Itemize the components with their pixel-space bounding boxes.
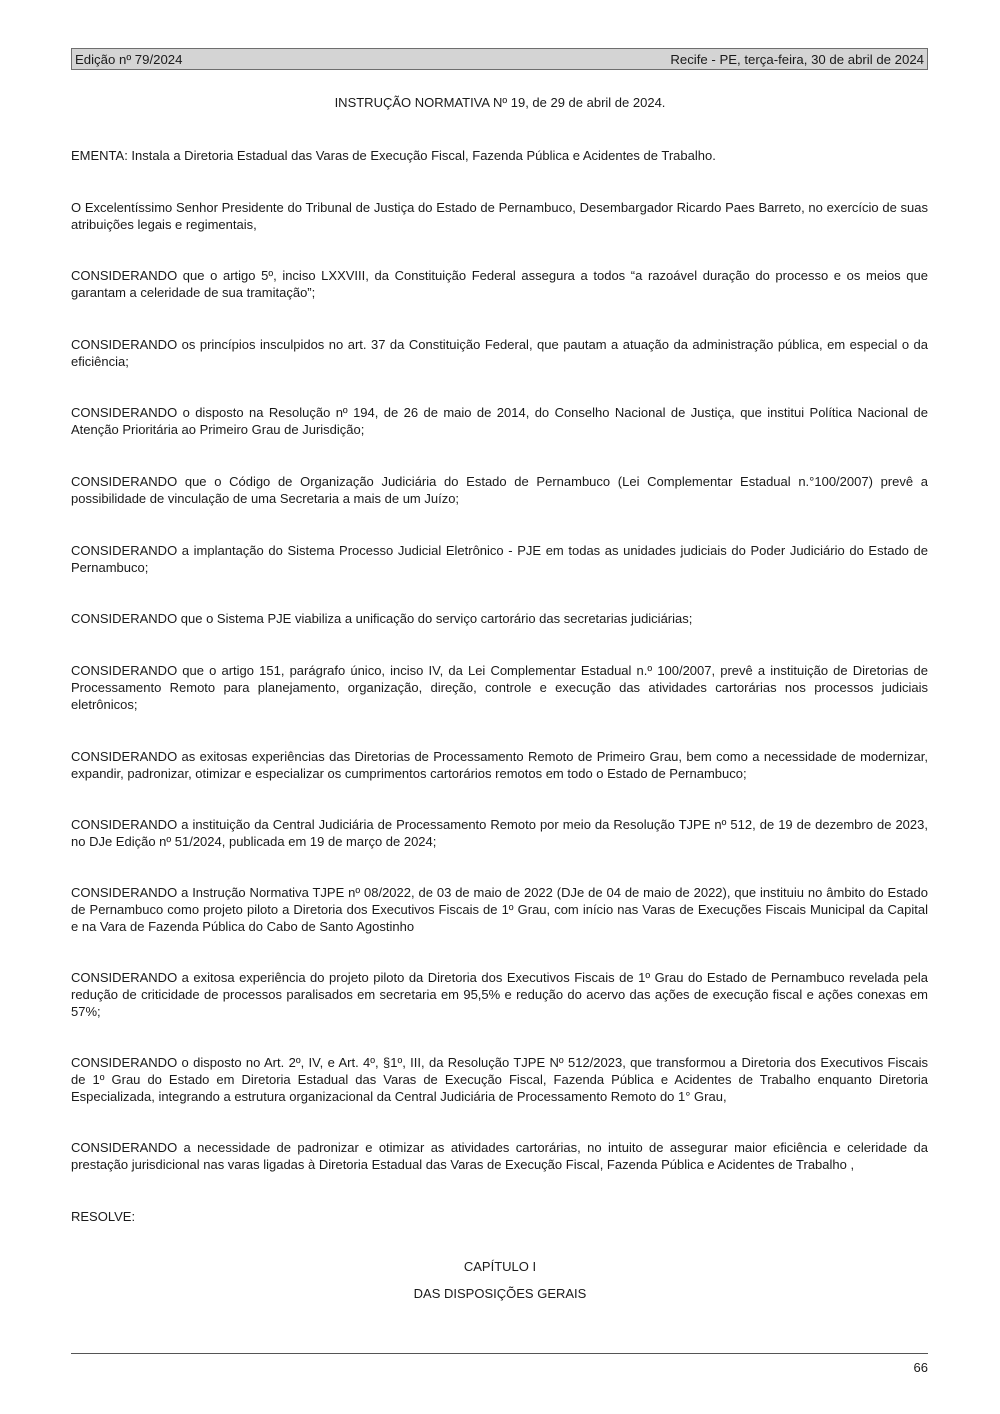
- considerando-6: CONSIDERANDO que o Sistema PJE viabiliza a unificação do serviço cartorário das secretarias judiciárias;: [71, 611, 693, 626]
- considerando-11: CONSIDERANDO a exitosa experiência do projeto piloto da Diretoria dos Executivos Fiscais de 1º Grau do Estado de Pernambuco revelada pela redução de criticidade de processos paralisados em secretaria em 95,5% e redução do acervo das ações de execução fiscal e ações conexas em 57%;: [71, 970, 928, 1019]
- considerando-12: CONSIDERANDO o disposto no Art. 2º, IV, e Art. 4º, §1º, III, da Resolução TJPE Nº 512/2023, que transformou a Diretoria dos Executivos Fiscais de 1º Grau do Estado em Diretoria Estadual das Varas de Execução Fiscal, Fazenda Pública e Acidentes de Trabalho enquanto Diretoria Especializada, integrando a estrutura organizacional da Central Judiciária de Processamento Remoto do 1° Grau,: [71, 1055, 928, 1104]
- considerando-1: CONSIDERANDO que o artigo 5º, inciso LXXVIII, da Constituição Federal assegura a todos “a razoável duração do processo e os meios que garantam a celeridade de sua tramitação”;: [71, 268, 928, 300]
- considerando-8: CONSIDERANDO as exitosas experiências das Diretorias de Processamento Remoto de Primeiro Grau, bem como a necessidade de modernizar, expandir, padronizar, otimizar e especializar os cumprimentos cartorários remotos em todo o Estado de Pernambuco;: [71, 749, 928, 781]
- page-number: 66: [913, 1360, 928, 1375]
- chapter-title: DAS DISPOSIÇÕES GERAIS: [413, 1286, 587, 1301]
- footer-divider: [71, 1353, 928, 1354]
- resolve-label: RESOLVE:: [71, 1209, 136, 1224]
- considerando-4: CONSIDERANDO que o Código de Organização Judiciária do Estado de Pernambuco (Lei Complementar Estadual n.°100/2007) prevê a possibilidade de vinculação de uma Secretaria a mais de um Juízo;: [71, 474, 928, 506]
- considerando-3: CONSIDERANDO o disposto na Resolução nº 194, de 26 de maio de 2014, do Conselho Nacional de Justiça, que institui Política Nacional de Atenção Prioritária ao Primeiro Grau de Jurisdição;: [71, 405, 928, 437]
- considerando-2: CONSIDERANDO os princípios insculpidos no art. 37 da Constituição Federal, que pautam a atuação da administração pública, em especial o da eficiência;: [71, 337, 928, 369]
- edition-number: Edição nº 79/2024: [75, 51, 183, 67]
- edition-header: [71, 48, 928, 70]
- ementa: EMENTA: Instala a Diretoria Estadual das Varas de Execução Fiscal, Fazenda Pública e Acidentes de Trabalho.: [71, 148, 716, 163]
- publication-place-date: Recife - PE, terça-feira, 30 de abril de 2024: [670, 51, 924, 67]
- considerando-9: CONSIDERANDO a instituição da Central Judiciária de Processamento Remoto por meio da Resolução TJPE nº 512, de 19 de dezembro de 2023, no DJe Edição nº 51/2024, publicada em 19 de março de 2024;: [71, 817, 928, 849]
- chapter-heading: CAPÍTULO I: [463, 1259, 537, 1274]
- preamble: O Excelentíssimo Senhor Presidente do Tribunal de Justiça do Estado de Pernambuco, Desembargador Ricardo Paes Barreto, no exercício de suas atribuições legais e regimentais,: [71, 200, 928, 232]
- considerando-10: CONSIDERANDO a Instrução Normativa TJPE nº 08/2022, de 03 de maio de 2022 (DJe de 04 de maio de 2022), que instituiu no âmbito do Estado de Pernambuco como projeto piloto a Diretoria dos Executivos Fiscais de 1º Grau, com início nas Varas de Execuções Fiscais Municipal da Capital e na Vara de Fazenda Pública do Cabo de Santo Agostinho: [71, 885, 928, 934]
- considerando-7: CONSIDERANDO que o artigo 151, parágrafo único, inciso IV, da Lei Complementar Estadual n.º 100/2007, prevê a instituição de Diretorias de Processamento Remoto para planejamento, organização, direção, controle e execução das atividades cartorárias nos processos judiciais eletrônicos;: [71, 663, 928, 712]
- considerando-5: CONSIDERANDO a implantação do Sistema Processo Judicial Eletrônico - PJE em todas as unidades judiciais do Poder Judiciário do Estado de Pernambuco;: [71, 543, 928, 575]
- considerando-13: CONSIDERANDO a necessidade de padronizar e otimizar as atividades cartorárias, no intuito de assegurar maior eficiência e celeridade da prestação jurisdicional nas varas ligadas à Diretoria Estadual das Varas de Execução Fiscal, Fazenda Pública e Acidentes de Trabalho ,: [71, 1140, 928, 1172]
- document-title: INSTRUÇÃO NORMATIVA Nº 19, de 29 de abril de 2024.: [334, 95, 666, 110]
